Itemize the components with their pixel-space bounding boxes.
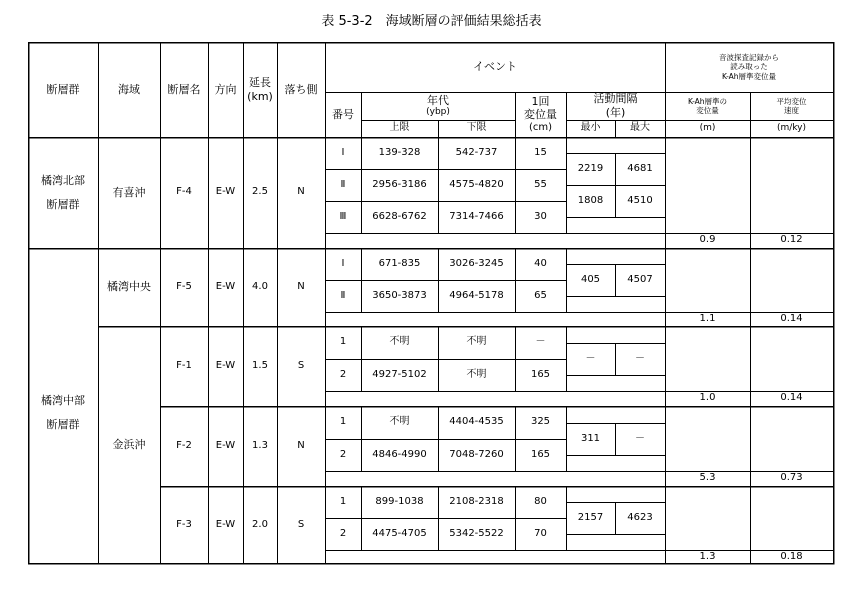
fault-f5-event2-upper: 3650-3873	[372, 289, 427, 301]
header-disp-line2: 変位量	[524, 108, 557, 122]
fault-f4-event1-no: Ⅰ	[341, 146, 345, 158]
header-displacement	[515, 92, 566, 137]
fault-f4-interval1-min: 2219	[577, 162, 604, 174]
group-central-line1: 橘湾中部	[41, 394, 85, 408]
group-central-line2: 断層群	[46, 418, 80, 431]
fault-f2-kah-disp: 5.3	[699, 472, 716, 484]
fault-f3-event2-no: 2	[339, 527, 347, 539]
fault-f2-event1-no: 1	[339, 416, 347, 428]
fault-f2-interval1-min: 311	[580, 432, 601, 444]
area-kanahamaoki: 金浜沖	[112, 438, 146, 452]
area-ukioki: 有喜沖	[112, 185, 146, 199]
header-area: 海域	[118, 82, 140, 96]
header-k-ah-line2: 読み取った	[730, 62, 768, 72]
fault-f4-event3-disp: 30	[534, 210, 547, 222]
header-age-unit: (ybp)	[426, 107, 450, 118]
fault-f5-interval1-max: 4507	[627, 273, 653, 285]
fault-f1-event1-upper: 不明	[389, 336, 410, 348]
fault-f3-event1-disp: 80	[534, 495, 547, 507]
header-fault-name: 断層名	[167, 82, 201, 96]
header-age	[361, 92, 515, 120]
fault-f1-side: S	[297, 359, 305, 371]
area-tachibana-central: 橘湾中央	[107, 280, 151, 294]
header-upper: 上限	[389, 122, 410, 134]
header-length	[243, 42, 277, 137]
fault-f5-event2-no: Ⅱ	[340, 289, 346, 301]
fault-f1-event2-upper: 4927-5102	[372, 368, 427, 380]
header-direction: 方向	[214, 82, 237, 96]
fault-f2-event1-lower: 4404-4535	[449, 416, 504, 428]
header-kah-disp	[665, 92, 750, 120]
fault-f2-event1-disp: 325	[530, 416, 551, 428]
fault-f5-event1-lower: 3026-3245	[449, 257, 504, 269]
header-kah-disp-line2: 変位量	[696, 106, 719, 115]
fault-f4-event3-lower: 7314-7466	[449, 210, 504, 222]
fault-f1-event2-lower: 不明	[466, 368, 487, 380]
fault-f4-interval1-max: 4681	[627, 162, 653, 174]
header-number: 番号	[332, 107, 354, 121]
fault-f4-length: 2.5	[252, 186, 268, 198]
fault-f4-side: N	[297, 186, 305, 198]
fault-f4-event3-no: Ⅲ	[339, 210, 347, 222]
fault-f1-event2-no: 2	[339, 368, 347, 380]
fault-f5-event2-disp: 65	[534, 289, 547, 301]
fault-f4-event1-disp: 15	[534, 146, 547, 158]
header-k-ah-line3: K-Ah層準変位量	[721, 71, 777, 81]
group-north	[28, 137, 98, 248]
header-downthrown: 落ち側	[284, 82, 318, 96]
fault-f3-kah-disp: 1.3	[699, 550, 716, 562]
fault-f2-event2-lower: 7048-7260	[449, 448, 504, 460]
fault-f2-interval1-max: －	[635, 432, 645, 444]
header-disp-line1: 1回	[531, 94, 550, 108]
header-kah-disp-line1: K-Ah層準の	[687, 96, 728, 106]
fault-f1-event1-disp: －	[535, 336, 546, 348]
header-rate-unit: (m/ky)	[776, 122, 807, 133]
header-rate	[750, 92, 833, 120]
fault-f2-event1-upper: 不明	[389, 416, 410, 428]
fault-f2-rate: 0.73	[780, 472, 803, 484]
fault-f4-kah-disp: 0.9	[699, 234, 716, 246]
fault-f5-event2-lower: 4964-5178	[449, 289, 504, 301]
header-k-ah-line1: 音波探査記録から	[719, 52, 779, 62]
fault-f4-event2-upper: 2956-3186	[372, 178, 427, 190]
fault-f5-direction: E-W	[215, 280, 236, 292]
fault-f4-interval2-max: 4510	[627, 194, 653, 206]
fault-f1-rate: 0.14	[780, 392, 803, 404]
fault-f3-rate: 0.18	[780, 550, 803, 562]
fault-f1-direction: E-W	[215, 359, 236, 371]
fault-f2-event2-upper: 4846-4990	[372, 448, 427, 460]
fault-f3-event1-upper: 899-1038	[375, 495, 424, 507]
fault-f3-event1-no: 1	[339, 495, 347, 507]
fault-f1-length: 1.5	[252, 359, 268, 371]
fault-f4-event2-lower: 4575-4820	[449, 178, 504, 190]
fault-f3-name: F-3	[176, 518, 192, 530]
fault-f4-event2-disp: 55	[534, 178, 547, 190]
fault-f3-length: 2.0	[252, 518, 268, 530]
header-rate-line2: 速度	[784, 106, 799, 115]
fault-f1-event1-no: 1	[339, 336, 347, 348]
header-group: 断層群	[46, 82, 80, 96]
fault-f3-interval1-max: 4623	[627, 511, 653, 523]
fault-f3-direction: E-W	[215, 518, 236, 530]
fault-f1-name: F-1	[176, 359, 192, 371]
header-max: 最大	[630, 122, 650, 134]
fault-f1-event1-lower: 不明	[466, 336, 487, 348]
fault-f2-length: 1.3	[252, 439, 268, 451]
fault-f5-event1-disp: 40	[534, 257, 547, 269]
header-interval-label: 活動間隔	[593, 92, 638, 106]
header-k-ah	[665, 42, 833, 92]
fault-f5-length: 4.0	[252, 280, 268, 292]
fault-f4-event1-lower: 542-737	[455, 146, 498, 158]
fault-f5-side: N	[297, 280, 305, 292]
fault-f5-event1-upper: 671-835	[378, 257, 421, 269]
header-interval	[566, 92, 665, 120]
fault-f4-event2-no: Ⅱ	[340, 178, 346, 190]
fault-f4-direction: E-W	[215, 186, 236, 198]
fault-f4-name: F-4	[176, 186, 192, 198]
fault-f4-event1-upper: 139-328	[378, 146, 421, 158]
header-rate-line1: 平均変位	[776, 96, 807, 106]
header-length-label: 延長	[249, 75, 271, 89]
header-disp-unit: (cm)	[528, 122, 553, 133]
fault-f3-interval1-min: 2157	[577, 511, 604, 523]
fault-f3-event2-disp: 70	[534, 527, 547, 539]
fault-f4-event3-upper: 6628-6762	[372, 210, 427, 222]
fault-f3-event2-lower: 5342-5522	[449, 527, 504, 539]
fault-f1-event2-disp: 165	[530, 368, 551, 380]
fault-f2-event2-disp: 165	[530, 448, 551, 460]
table-title: 表 5-3-2 海域断層の評価結果総括表	[321, 14, 542, 29]
header-age-label: 年代	[427, 93, 449, 107]
header-interval-unit: (年)	[605, 106, 626, 119]
header-length-unit: (km)	[247, 89, 273, 103]
fault-f1-interval1-max: －	[635, 352, 645, 364]
fault-f1-kah-disp: 1.0	[699, 392, 716, 404]
header-event: イベント	[473, 60, 517, 74]
fault-f2-side: N	[297, 439, 305, 451]
fault-f5-kah-disp: 1.1	[699, 312, 716, 324]
group-north-line1: 橘湾北部	[41, 173, 85, 187]
fault-f3-event2-upper: 4475-4705	[372, 527, 427, 539]
fault-f4-interval2-min: 1808	[577, 194, 604, 206]
group-central	[28, 248, 98, 564]
fault-f3-event1-lower: 2108-2318	[449, 495, 504, 507]
fault-f5-interval1-min: 405	[580, 273, 601, 285]
fault-f5-event1-no: Ⅰ	[341, 257, 345, 269]
fault-f5-name: F-5	[176, 280, 192, 292]
fault-f2-event2-no: 2	[339, 448, 347, 460]
group-north-line2: 断層群	[46, 197, 80, 211]
header-min: 最小	[580, 122, 601, 134]
fault-f4-rate: 0.12	[780, 234, 803, 246]
fault-f2-name: F-2	[176, 439, 192, 451]
fault-f3-side: S	[297, 518, 305, 530]
header-lower: 下限	[466, 122, 487, 134]
header-kah-disp-unit: (m)	[699, 122, 716, 133]
fault-f2-direction: E-W	[215, 439, 236, 451]
fault-f5-rate: 0.14	[780, 312, 803, 324]
fault-f1-interval1-min: －	[585, 352, 596, 364]
